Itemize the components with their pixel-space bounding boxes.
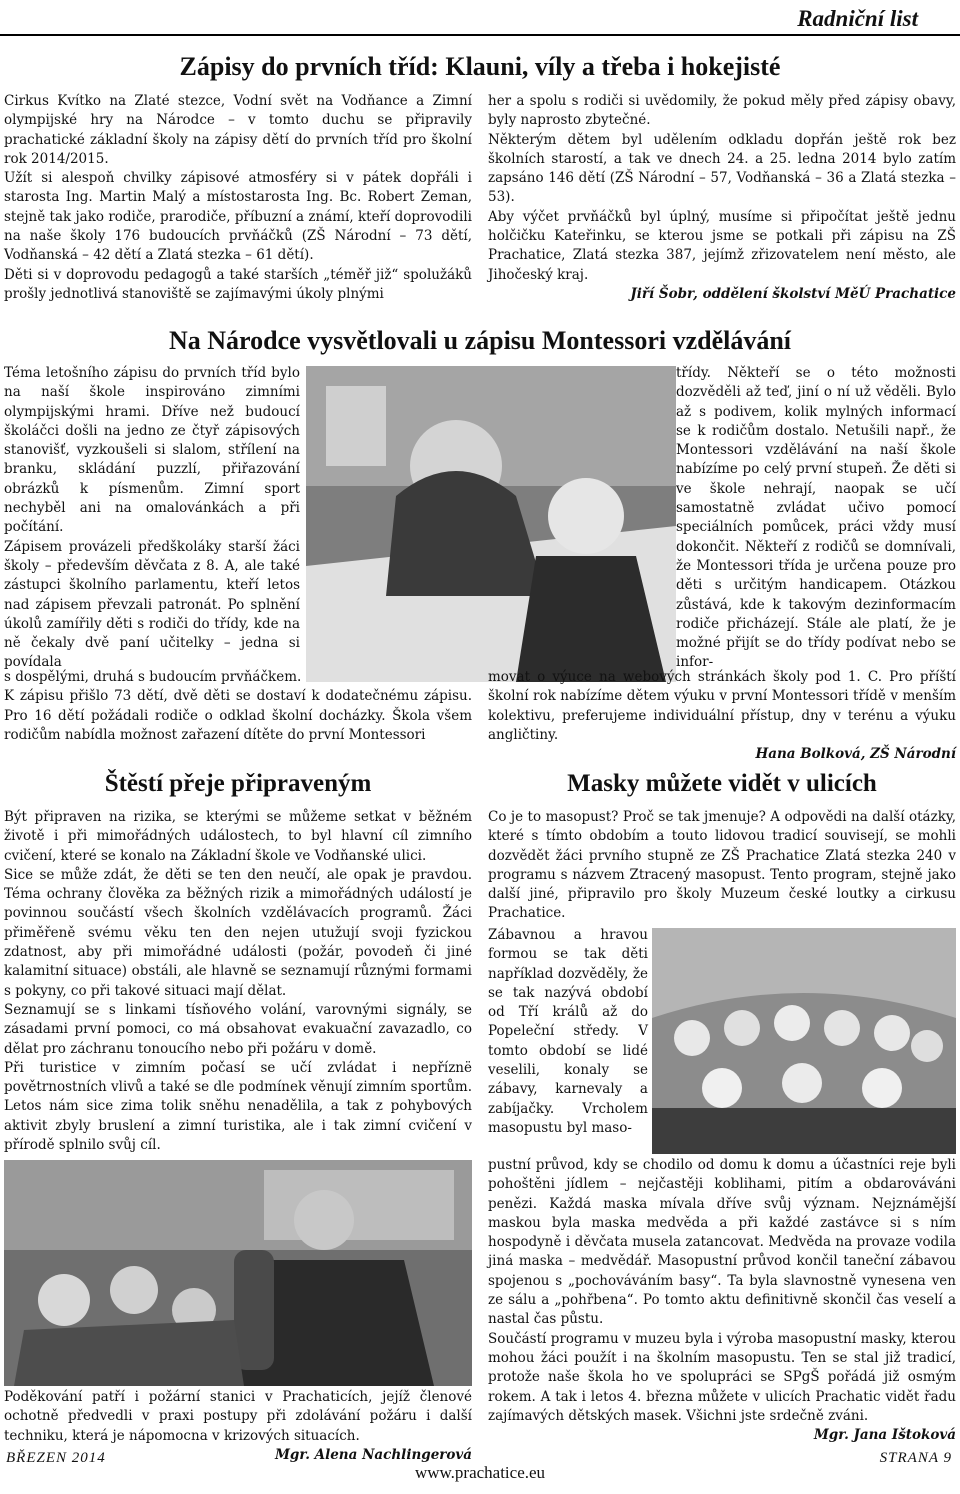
paragraph: Seznamují se s linkami tísňového volání, varovnými signály, se zásadami první pomoci, co má obsahovat evakuační zavazadlo, co dělat pro záchranu tonoucího nebo při požáru v domě. xyxy=(4,1001,472,1057)
website-link[interactable]: www.prachatice.eu xyxy=(414,1463,546,1482)
paragraph: Poděkování patří i požární stanici v Prachaticích, jejíž členové ochotně předvedli v praxi postupy při zdolávání požáru i další techniku, která je nápomocna v krizových situacích. xyxy=(4,1389,472,1444)
paragraph: Co je to masopust? Proč se tak jmenuje? A odpovědi na další otázky, které s tímto obdobím a touto lidovou tradicí souvisejí, se mohli dozvědět žáci prvního stupně ze ZŠ Prachatice Zlatá stezka 240 v programu s názvem Ztracený masopust. Tento program, stejně jako další jiné, připravilo pro školy Muzeum české loutky a cirkusu Prachatice. xyxy=(488,809,956,922)
fire-extinguisher-photo xyxy=(4,1160,472,1386)
article-1-signature: Jiří Šobr, oddělení školství MěÚ Prachatice xyxy=(630,285,956,302)
paragraph: Užít si alespoň chvilky zápisové atmosféry si v pátek dopřáli i starosta Ing. Martin Malý a místostarosta Ing. Bc. Robert Zeman, stejně tak jako rodiče, prarodiče, příbuzní a známí, kteří doprovodili na naše školy 176 budoucích prvňáčků (ZŠ Národní – 73 dětí, Vodňanská – 42 dětí a Zlatá stezka – 61 dětí). xyxy=(4,170,472,264)
article-2-right-bottom xyxy=(488,668,956,763)
article-4-title: Masky můžete vidět v ulicích xyxy=(567,770,877,797)
paragraph: Být připraven na rizika, se kterými se můžeme setkat v běžném životě i při mimořádných událostech, to byl hlavní cíl zimního cvičení, které se konalo na Základní škole ve Vodňanské ulici. xyxy=(4,809,472,864)
paragraph: her a spolu s rodiči si uvědomily, že pokud měly před zápisy obavy, byly naprosto zbytečné. xyxy=(488,93,956,129)
page-number: STRANA 9 xyxy=(879,1450,952,1466)
paragraph: Součástí programu v muzeu byla i výroba masopustní masky, kterou mohou žáci použít i na školním masopustu. Ten se stal již tradicí, protože naše škola ho ve spolupráci se SPgŠ pořádá již osmým rokem. A tak i letos 4. března můžete v ulicích Prachatic vidět řadu zajímavých dětských masek. Všichni jste srdečně zváni. xyxy=(488,1330,956,1424)
masks-photo xyxy=(652,928,956,1154)
paragraph: s dospělými, druhá s budoucím prvňáčkem. xyxy=(4,669,302,685)
paragraph: třídy. Někteří se o této možnosti dozvěděli až teď, jiní o ní už věděli. Bylo až s podivem, kolik mylných informací se k rodičům dostalo. Netušili např., že Montessori vzdělávání na naší škole nabízíme po celý první stupeň. Že děti si ve škole nehrají, naopak se učí samostatně zvládat učivo pomocí speciálních pomůcek, práci vždy musí dokončit. Někteří z rodičů se domnívali, že Montessori třída je určena pouze pro děti s určitým handicapem. Otázkou zůstává, kde k takovým dezinformacím rodiče přicházejí. Stále ale platí, že je možné přijít se do třídy podívat nebo se infor- xyxy=(676,365,956,671)
article-3-title: Štěstí přeje připraveným xyxy=(104,770,372,797)
article-3-signature: Mgr. Alena Nachlingerová xyxy=(274,1446,472,1463)
article-4-signature: Mgr. Jana Ištoková xyxy=(813,1427,956,1444)
paragraph: Zápisem provázeli předškoláky starší žáci školy – především děvčata z 8. A, ale také zástupci školního parlamentu, kteří letos nad zápisem převzali patronát. Po splnění úkolů zamířily děti s rodiči do třídy, kde na ně čekaly dvě paní učitelky – jedna si povídala xyxy=(4,538,300,671)
article-1-left-column xyxy=(4,92,472,302)
article-2-signature: Hana Bolková, ZŠ Národní xyxy=(755,746,956,763)
paragraph: Téma letošního zápisu do prvních tříd bylo na naší škole inspirováno zimními olympijskými hrami. Dříve než budoucí školáčci došli na jedno ze čtyř zápisových stanovišť, vyzkoušeli si slalom, střílení na branku, skládání puzzlí, přiřazování obrázků k písmenům. Zimní sport nechyběl ani na omalovánkách a při počítání. xyxy=(4,365,300,536)
article-2-right-column xyxy=(676,364,956,671)
paragraph: Sice se může zdát, že děti se ten den neučí, ale opak je pravdou. Téma ochrany člověka za běžných rizik a mimořádných událostí je povinnou součástí všech školních vzdělávacích programů. Žáci přiměřeně svému věku ten den nejen utužují svoji fyzickou zdatnost, aby při mimořádné události (požár, povodeň či jiné kalamitní situace) obstáli, ale hlavně se seznamují různými formami s pokyny, co při takové situaci mají dělat. xyxy=(4,866,472,999)
article-1-title: Zápisy do prvních tříd: Klauni, víly a třeba i hokejisté xyxy=(179,52,781,81)
article-4-intro xyxy=(488,808,956,924)
paragraph: Aby výčet prvňáčků byl úplný, musíme si připočítat ještě jednu holčičku Kateřinku, se kterou jsme se potkali při zápisu na ZŠ Prachatice, Zlatá stezka 387, jejímž zřizovatelem není město, ale Jihočeský kraj. xyxy=(488,208,956,283)
paragraph: Cirkus Kvítko na Zlaté stezce, Vodní svět na Vodňance a Zimní olympijské hry na Národce – v tomto duchu se připravily prachatické základní školy na zápisy dětí do prvních tříd pro školní rok 2014/2015. xyxy=(4,93,472,167)
footer-date: BŘEZEN 2014 xyxy=(6,1450,106,1466)
article-2-left-column xyxy=(4,364,300,671)
paragraph: Při turistice v zimním počasí se učí zvládat i nepříznë povětrnostních vlivů a také se dle podmínek věnují zimním sportům. Letos nám sice zima tolik sněhu nenadělila, a tak z pohybových aktivit zbyly bruslení a zimní turistika, ale i tak zimní cvičení v přírodě splnilo svůj cíl. xyxy=(4,1059,472,1154)
article-2-left-bottom xyxy=(4,668,472,748)
header-rule xyxy=(0,34,960,36)
article-1-right-column xyxy=(488,92,956,302)
paragraph: K zápisu přišlo 73 dětí, dvě děti se dostaví k dodatečnému zápisu. Pro 16 dětí požádali rodiče o odklad školní docházky. Škola všem rodičům nabídla možnost zařazení dítěte do první Montessori xyxy=(4,688,472,743)
paragraph: Děti si v doprovodu pedagogů a také starších „téměř již“ spolužáků prošly jednotlivá stanoviště se zajímavými úkoly plnými xyxy=(4,266,472,302)
paragraph: pustní průvod, kdy se chodilo od domu k domu a účastníci reje byli pohoštěni jídlem – nejčastěji koblihami, pitím a obdarováváni penězi. Každá maska mívala dříve svůj význam. Nejznámější maskou byla maska medvěda a při každé zastávce si s ním hospodyně i děvčata musela zatancovat. Medvěda na provaze vodila jiná maska – medvědář. Masopustní průvod končil taneční zábavou spojenou s „pochováváním basy“. Ta byla slavnostně vynesena ven ze sálu a „pohřbena“. Po tomto aktu definitivně skončil čas veselí a nastal čas půstu. xyxy=(488,1157,956,1328)
article-4-text xyxy=(488,1156,956,1446)
article-2-title: Na Národce vysvětlovali u zápisu Montessori vzdělávání xyxy=(168,326,792,355)
article-4-left-column xyxy=(488,926,648,1156)
article-3-text xyxy=(4,808,472,1154)
teacher-child-photo xyxy=(306,366,676,682)
paragraph: Některým dětem byl udělením odkladu dopřán ještě rok bez školních starostí, a tak ve dnech 24. a 25. ledna 2014 bylo zatím zapsáno 146 dětí (ZŠ Národní – 57, Vodňanská – 36 a Zlatá stezka – 53). xyxy=(488,131,956,206)
paragraph: Zábavnou a hravou formou se tak děti například dozvěděly, že se tak nazývá období od Tří králů až do Popeleční středy. V tomto období se lidé veselili, konaly se zábavy, karnevaly a zabíjačky. Vrcholem masopustu byl maso- xyxy=(488,927,648,1136)
newsletter-title: Radniční list xyxy=(797,6,918,31)
paragraph: movat o výuce na webových stránkách školy pod 1. C. Pro příští školní rok nabízíme dětem výuku v první Montessori třídě v menším kolektivu, preferujeme individuální přístup, dny v terénu a výuku angličtiny. xyxy=(488,669,956,743)
